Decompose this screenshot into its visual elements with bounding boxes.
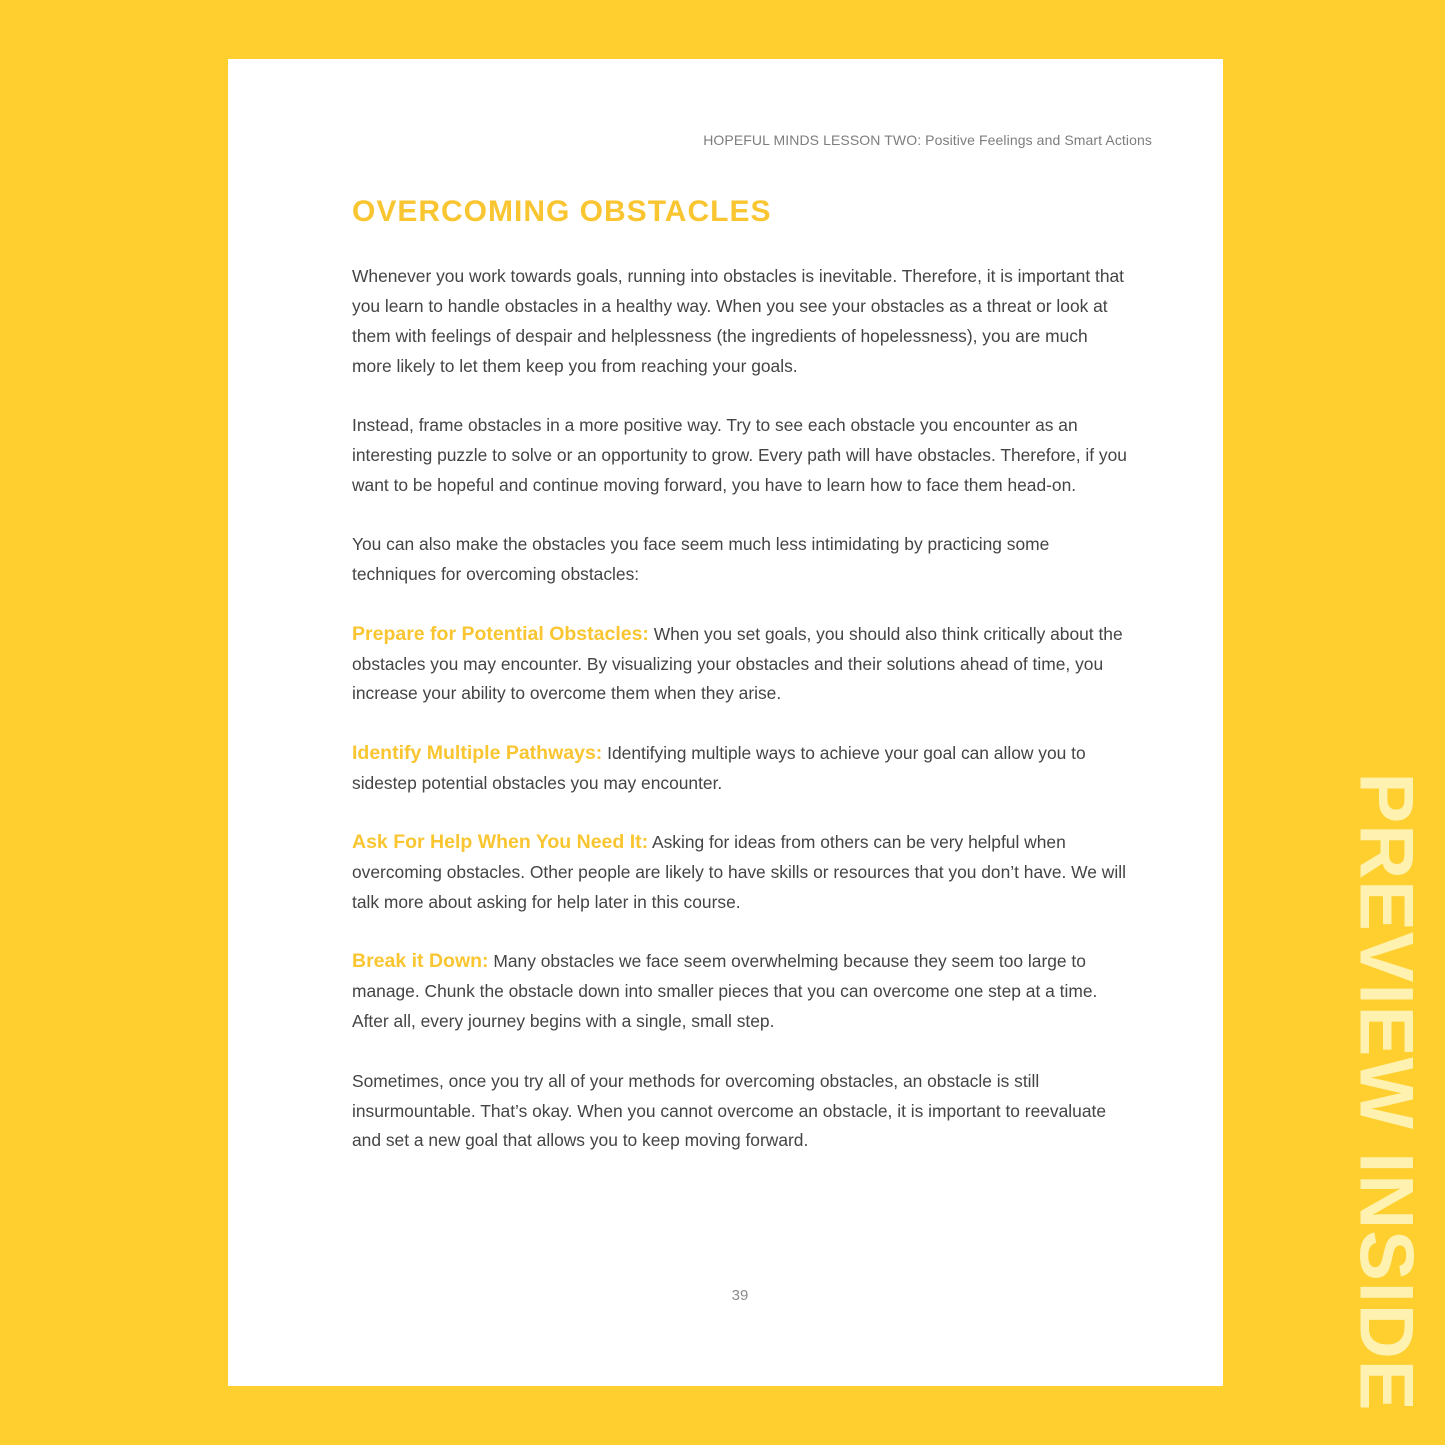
- document-page: [228, 59, 1223, 1386]
- technique-title: Prepare for Potential Obstacles:: [352, 622, 649, 645]
- technique-prepare: [352, 620, 1127, 710]
- technique-text: Identifying multiple ways to achieve your goal can allow you to sidestep potential obstacles you may encounter.: [352, 742, 1086, 793]
- technique-text: Asking for ideas from others can be very helpful when overcoming obstacles. Other people are likely to have skills or resources that you don’t have. We will talk more about asking for help later in this course.: [352, 832, 1126, 912]
- technique-text: Many obstacles we face seem overwhelming because they seem too large to manage. Chunk the obstacle down into smaller pieces that you can overcome one step at a time. After all, every journey begins with a single, small step.: [352, 951, 1098, 1032]
- intro-paragraph: Whenever you work towards goals, running into obstacles is inevitable. Therefore, it is important that you learn to handle obstacles in a healthy way. When you see your obstacles as a threat or look at them with feelings of despair and helplessness (the ingredients of hopelessness), you are much more likely to let them keep you from reaching your goals.: [352, 266, 1125, 376]
- technique-title: Break it Down:: [352, 950, 489, 973]
- page-number: 39: [731, 1287, 749, 1304]
- intro-paragraph: Instead, frame obstacles in a more positive way. Try to see each obstacle you encounter as an interesting puzzle to solve or an opportunity to grow. Every path will have obstacles. Therefore, if you want to be hopeful and continue moving forward, you have to learn how to face them head-on.: [352, 415, 1127, 495]
- running-header: HOPEFUL MINDS LESSON TWO: Positive Feelings and Smart Actions: [703, 132, 1152, 148]
- body-copy: [352, 262, 1127, 1186]
- intro-paragraph: You can also make the obstacles you face seem much less intimidating by practicing some techniques for overcoming obstacles:: [352, 534, 1050, 585]
- technique-title: Ask For Help When You Need It:: [352, 831, 649, 854]
- preview-inside-label: PREVIEW INSIDE: [1343, 772, 1429, 1412]
- closing-paragraph: Sometimes, once you try all of your methods for overcoming obstacles, an obstacle is still insurmountable. That’s okay. When you cannot overcome an obstacle, it is important to reevaluate and set a new goal that allows you to keep moving forward.: [352, 1070, 1107, 1151]
- technique-ask-help: [352, 828, 1127, 918]
- technique-title: Identify Multiple Pathways:: [352, 741, 603, 764]
- technique-pathways: [352, 739, 1127, 799]
- technique-text: When you set goals, you should also think critically about the obstacles you may encounter. By visualizing your obstacles and their solutions ahead of time, you increase your ability to overcome them when they arise.: [352, 623, 1123, 704]
- technique-break-down: [352, 947, 1127, 1037]
- page-title: OVERCOMING OBSTACLES: [352, 195, 772, 228]
